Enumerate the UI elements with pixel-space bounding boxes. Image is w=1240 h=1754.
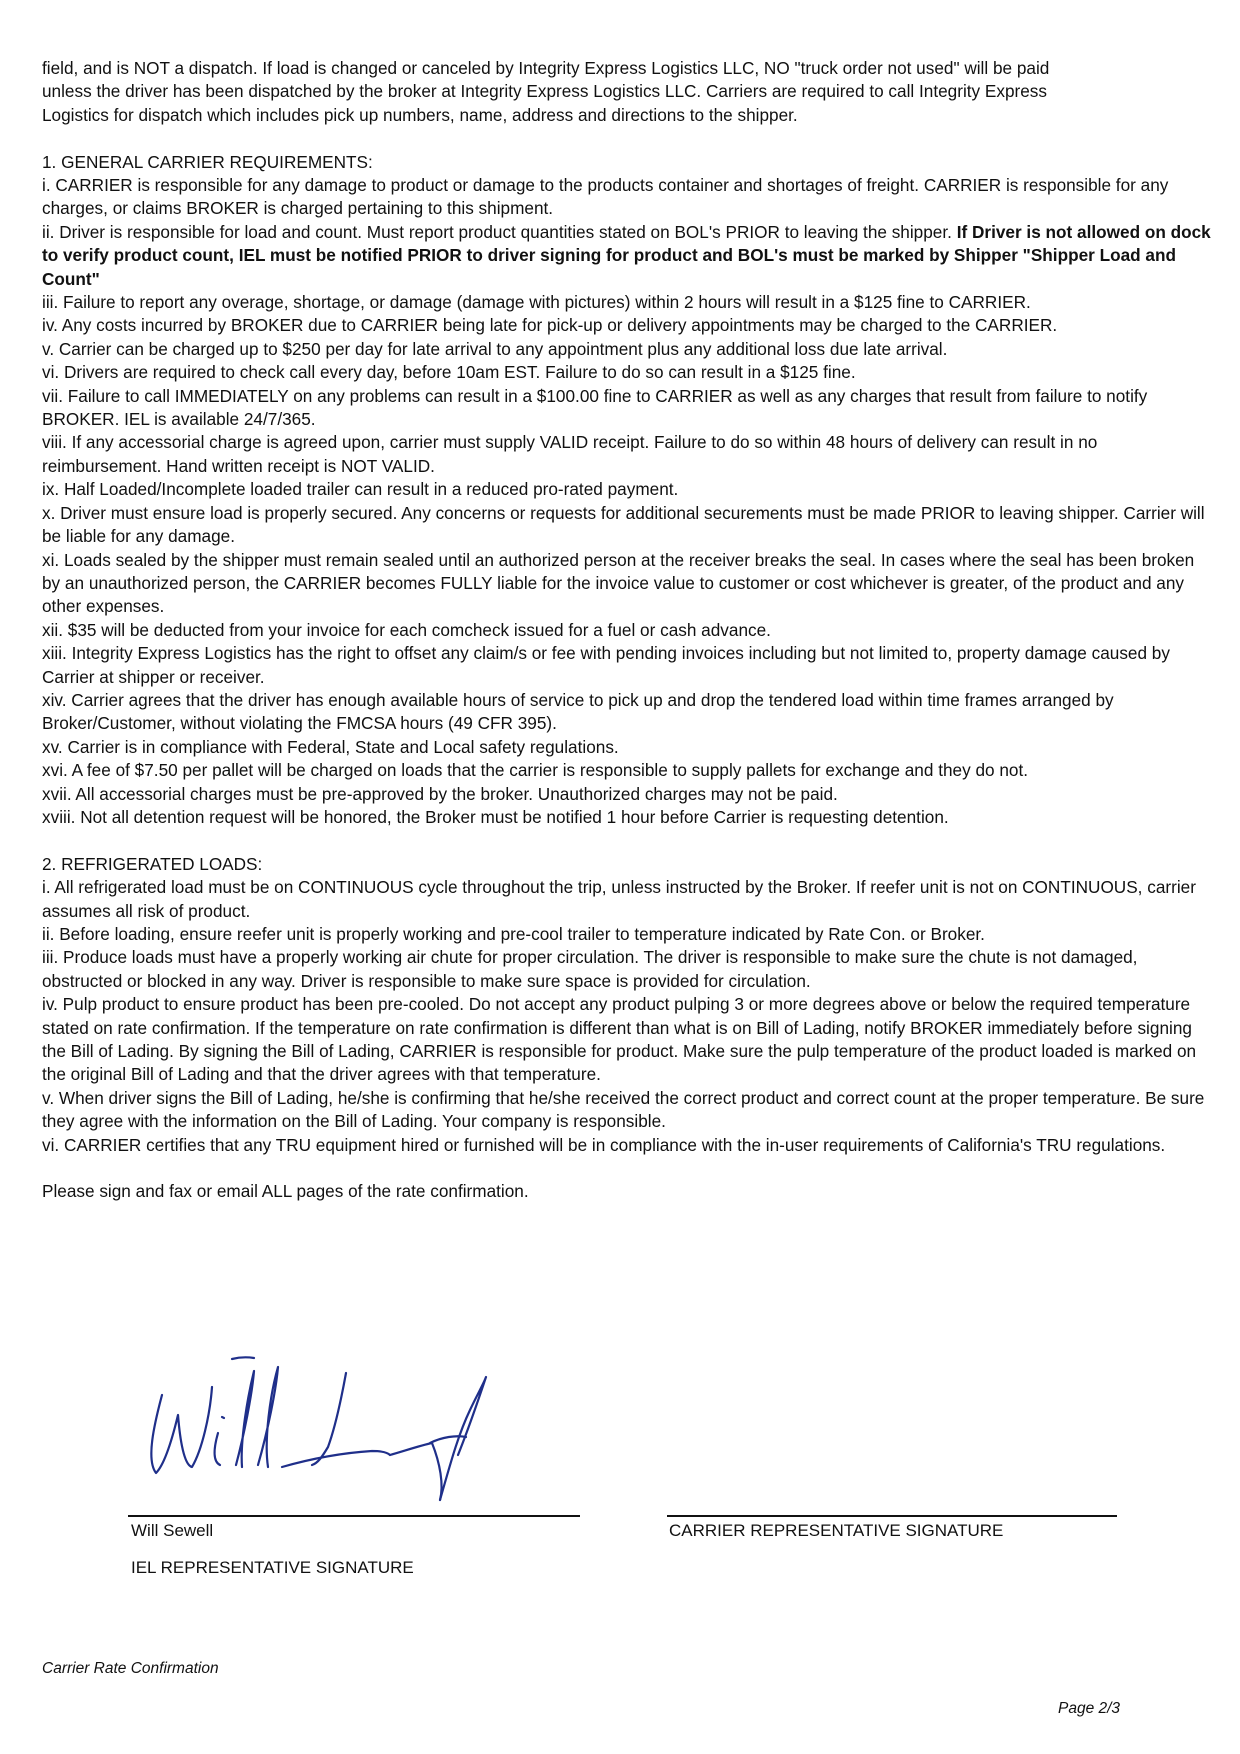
- handwritten-signature: [140, 1355, 520, 1505]
- clause-2-vi: vi. CARRIER certifies that any TRU equipment hired or furnished will be in compliance with the in-user requirements of California's TRU regulations.: [42, 1134, 1166, 1155]
- clause-1-ii-bold-text: If Driver is not allowed on dock to verify product count, IEL must be notified PRIOR to driver signing for product and BOL's must be marked by Shipper "Shipper Load and Count": [42, 221, 1211, 289]
- clause-1-ix: ix. Half Loaded/Incomplete loaded trailer can result in a reduced pro-rated payment.: [42, 479, 679, 500]
- clause-1-i: i. CARRIER is responsible for any damage to product or damage to the products container and shortages of freight. CARRIER is responsible for any charges, or claims BROKER is charged pertaining to this shipment.: [42, 175, 1169, 219]
- clause-1-viii: viii. If any accessorial charge is agreed upon, carrier must supply VALID receipt. Failure to do so within 48 hours of delivery can result in no reimbursement. Hand written receipt is NOT VALID.: [42, 432, 1098, 476]
- carrier-signature-line: [667, 1515, 1117, 1517]
- section-1-heading: 1. GENERAL CARRIER REQUIREMENTS:: [42, 151, 373, 172]
- clause-1-vi: vi. Drivers are required to check call every day, before 10am EST. Failure to do so can result in a $125 fine.: [42, 362, 856, 383]
- intro-line-3: Logistics for dispatch which includes pick up numbers, name, address and directions to the shipper.: [42, 104, 798, 125]
- spacer: [42, 829, 1212, 852]
- section-2-heading: 2. REFRIGERATED LOADS:: [42, 853, 263, 874]
- clause-1-iii: iii. Failure to report any overage, shortage, or damage (damage with pictures) within 2 hours will result in a $125 fine to CARRIER.: [42, 292, 1031, 313]
- clause-1-xviii: xviii. Not all detention request will be honored, the Broker must be notified 1 hour before Carrier is requesting detention.: [42, 806, 949, 827]
- intro-line-2: unless the driver has been dispatched by the broker at Integrity Express Logistics LLC. Carriers are required to call Integrity Express: [42, 81, 1047, 102]
- clause-2-iii: iii. Produce loads must have a properly working air chute for proper circulation. The driver is responsible to make sure the chute is not damaged, obstructed or blocked in any way. Driver is responsible to make sure space is provided for circulation.: [42, 947, 1138, 991]
- footer-page-number: Page 2/3: [1058, 1700, 1121, 1717]
- clause-1-ii-text: ii. Driver is responsible for load and count. Must report product quantities stated on BOL's PRIOR to leaving the shipper.: [42, 221, 957, 242]
- clause-1-xvi: xvi. A fee of $7.50 per pallet will be charged on loads that the carrier is responsible to supply pallets for exchange and they do not.: [42, 760, 1029, 781]
- iel-signature-line: [128, 1515, 580, 1517]
- spacer: [42, 127, 1212, 150]
- clause-1-x: x. Driver must ensure load is properly secured. Any concerns or requests for additional securements must be made PRIOR to leaving shipper. Carrier will be liable for any damage.: [42, 502, 1205, 547]
- clause-2-v: v. When driver signs the Bill of Lading, he/she is confirming that he/she received the correct product and correct count at the proper temperature. Be sure they agree with the information on the Bill of Lading. Your company is responsible.: [42, 1087, 1205, 1132]
- clause-1-xv: xv. Carrier is in compliance with Federal, State and Local safety regulations.: [42, 736, 619, 757]
- clause-1-xi: xi. Loads sealed by the shipper must remain sealed until an authorized person at the receiver breaks the seal. In cases where the seal has been broken by an unauthorized person, the CARRIER becomes FULLY liable for the invoice value to customer or cost whichever is greater, of the product and any other expenses.: [42, 549, 1195, 617]
- intro-line-1: field, and is NOT a dispatch. If load is changed or canceled by Integrity Express Logistics LLC, NO "truck order not used" will be paid: [42, 58, 1050, 78]
- clause-2-i: i. All refrigerated load must be on CONTINUOUS cycle throughout the trip, unless instructed by the Broker. If reefer unit is not on CONTINUOUS, carrier assumes all risk of product.: [42, 877, 1196, 921]
- spacer: [42, 1157, 1212, 1180]
- clause-1-xiv: xiv. Carrier agrees that the driver has enough available hours of service to pick up and drop the tendered load within time frames arranged by Broker/Customer, without violating the FMCSA hours (49 CFR 395).: [42, 689, 1114, 734]
- footer-document-title: Carrier Rate Confirmation: [42, 1660, 219, 1677]
- clause-1-xvii: xvii. All accessorial charges must be pre-approved by the broker. Unauthorized charges may not be paid.: [42, 783, 838, 804]
- clause-1-ii: [42, 221, 1212, 291]
- iel-signature-label: IEL REPRESENTATIVE SIGNATURE: [131, 1558, 414, 1577]
- iel-signer-name: Will Sewell: [131, 1521, 214, 1540]
- document-body: [42, 57, 1212, 1204]
- clause-1-vii: vii. Failure to call IMMEDIATELY on any problems can result in a $100.00 fine to CARRIER as well as any charges that result from failure to notify BROKER. IEL is available 24/7/365.: [42, 385, 1148, 430]
- carrier-signature-label: CARRIER REPRESENTATIVE SIGNATURE: [669, 1521, 1004, 1540]
- clause-1-iv: iv. Any costs incurred by BROKER due to CARRIER being late for pick-up or delivery appointments may be charged to the CARRIER.: [42, 315, 1058, 336]
- clause-1-v: v. Carrier can be charged up to $250 per day for late arrival to any appointment plus any additional loss due late arrival.: [42, 338, 948, 359]
- clause-2-iv: iv. Pulp product to ensure product has been pre-cooled. Do not accept any product pulping 3 or more degrees above or below the required temperature stated on rate confirmation. If the temperature on rate confirmation is different than what is on Bill of Lading, notify BROKER immediately before signing the Bill of Lading. By signing the Bill of Lading, CARRIER is responsible for product. Make sure the pulp temperature of the product loaded is marked on the original Bill of Lading and that the driver agrees with that temperature.: [42, 994, 1197, 1085]
- clause-1-xiii: xiii. Integrity Express Logistics has the right to offset any claim/s or fee with pending invoices including but not limited to, property damage caused by Carrier at shipper or receiver.: [42, 643, 1170, 687]
- closing-instruction: Please sign and fax or email ALL pages of the rate confirmation.: [42, 1181, 529, 1202]
- clause-2-ii: ii. Before loading, ensure reefer unit is properly working and pre-cool trailer to temperature indicated by Rate Con. or Broker.: [42, 924, 985, 944]
- clause-1-xii: xii. $35 will be deducted from your invoice for each comcheck issued for a fuel or cash advance.: [42, 619, 771, 640]
